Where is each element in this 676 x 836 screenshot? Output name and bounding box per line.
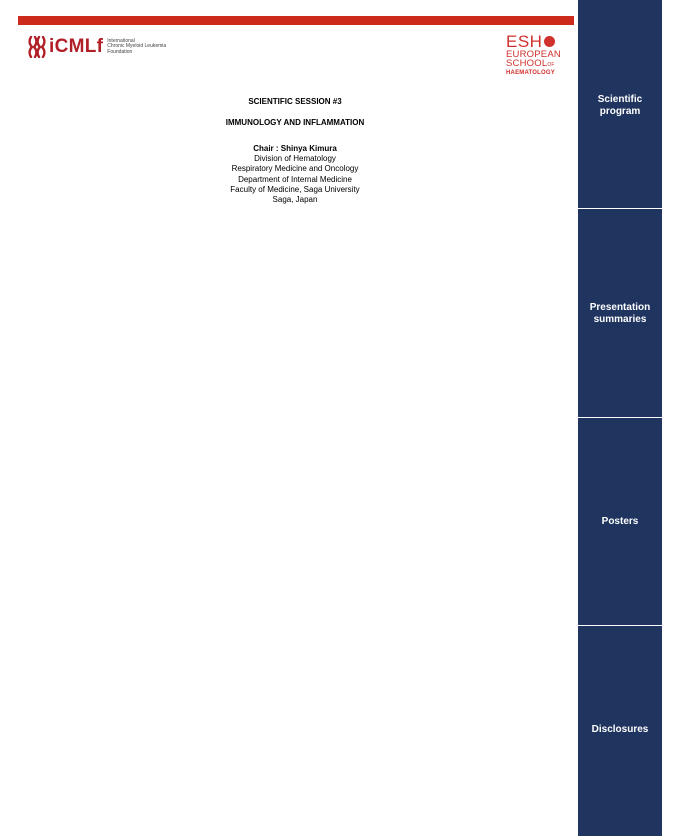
sidebar-item-label: Scientific program [597, 94, 643, 117]
session-content [180, 97, 410, 205]
esh-school-line [506, 59, 566, 70]
sidebar-item-scientific-program[interactable] [578, 0, 662, 208]
sidebar-nav [578, 0, 662, 836]
chair-affiliation-line: Department of Internal Medicine [238, 174, 352, 184]
chair-affiliation-line: Respiratory Medicine and Oncology [231, 164, 359, 174]
header-accent-bar [18, 16, 574, 25]
icmlf-subtitle-line: International [107, 37, 135, 44]
sidebar-item-label: Posters [601, 516, 639, 527]
esh-dot-icon [544, 36, 555, 47]
sidebar-item-presentation-summaries[interactable] [578, 209, 662, 417]
esh-of: OF [547, 62, 555, 68]
chair-affiliation-line: Faculty of Medicine, Saga University [230, 184, 360, 194]
icmlf-subtitle-line: Foundation [107, 48, 133, 55]
chair-block [180, 144, 410, 205]
sidebar-item-disclosures[interactable] [578, 626, 662, 834]
session-title: SCIENTIFIC SESSION #3 [248, 97, 342, 106]
esh-european: EUROPEAN [506, 49, 561, 60]
icmlf-logo [28, 36, 166, 58]
icmlf-wordmark: iCMLf [49, 36, 104, 57]
sidebar-item-label: Disclosures [591, 724, 649, 735]
icmlf-subtitle [107, 39, 166, 56]
esh-haematology: HAEMATOLOGY [506, 70, 555, 76]
session-subtitle: IMMUNOLOGY AND INFLAMMATION [225, 118, 365, 127]
chair-name: Chair : Shinya Kimura [253, 144, 337, 153]
sidebar-item-label: Presentation summaries [589, 302, 651, 325]
icmlf-subtitle-line: Chronic Myeloid Leukemia [107, 43, 167, 50]
sidebar-item-posters[interactable] [578, 418, 662, 626]
esh-logo [506, 33, 566, 75]
esh-school: SCHOOL [506, 58, 548, 69]
chair-affiliation-line: Division of Hematology [254, 154, 336, 164]
esh-letters: ESH [506, 32, 543, 51]
chair-affiliation-line: Saga, Japan [272, 195, 318, 205]
chromosome-icon [28, 36, 46, 58]
esh-wordmark [506, 33, 566, 50]
